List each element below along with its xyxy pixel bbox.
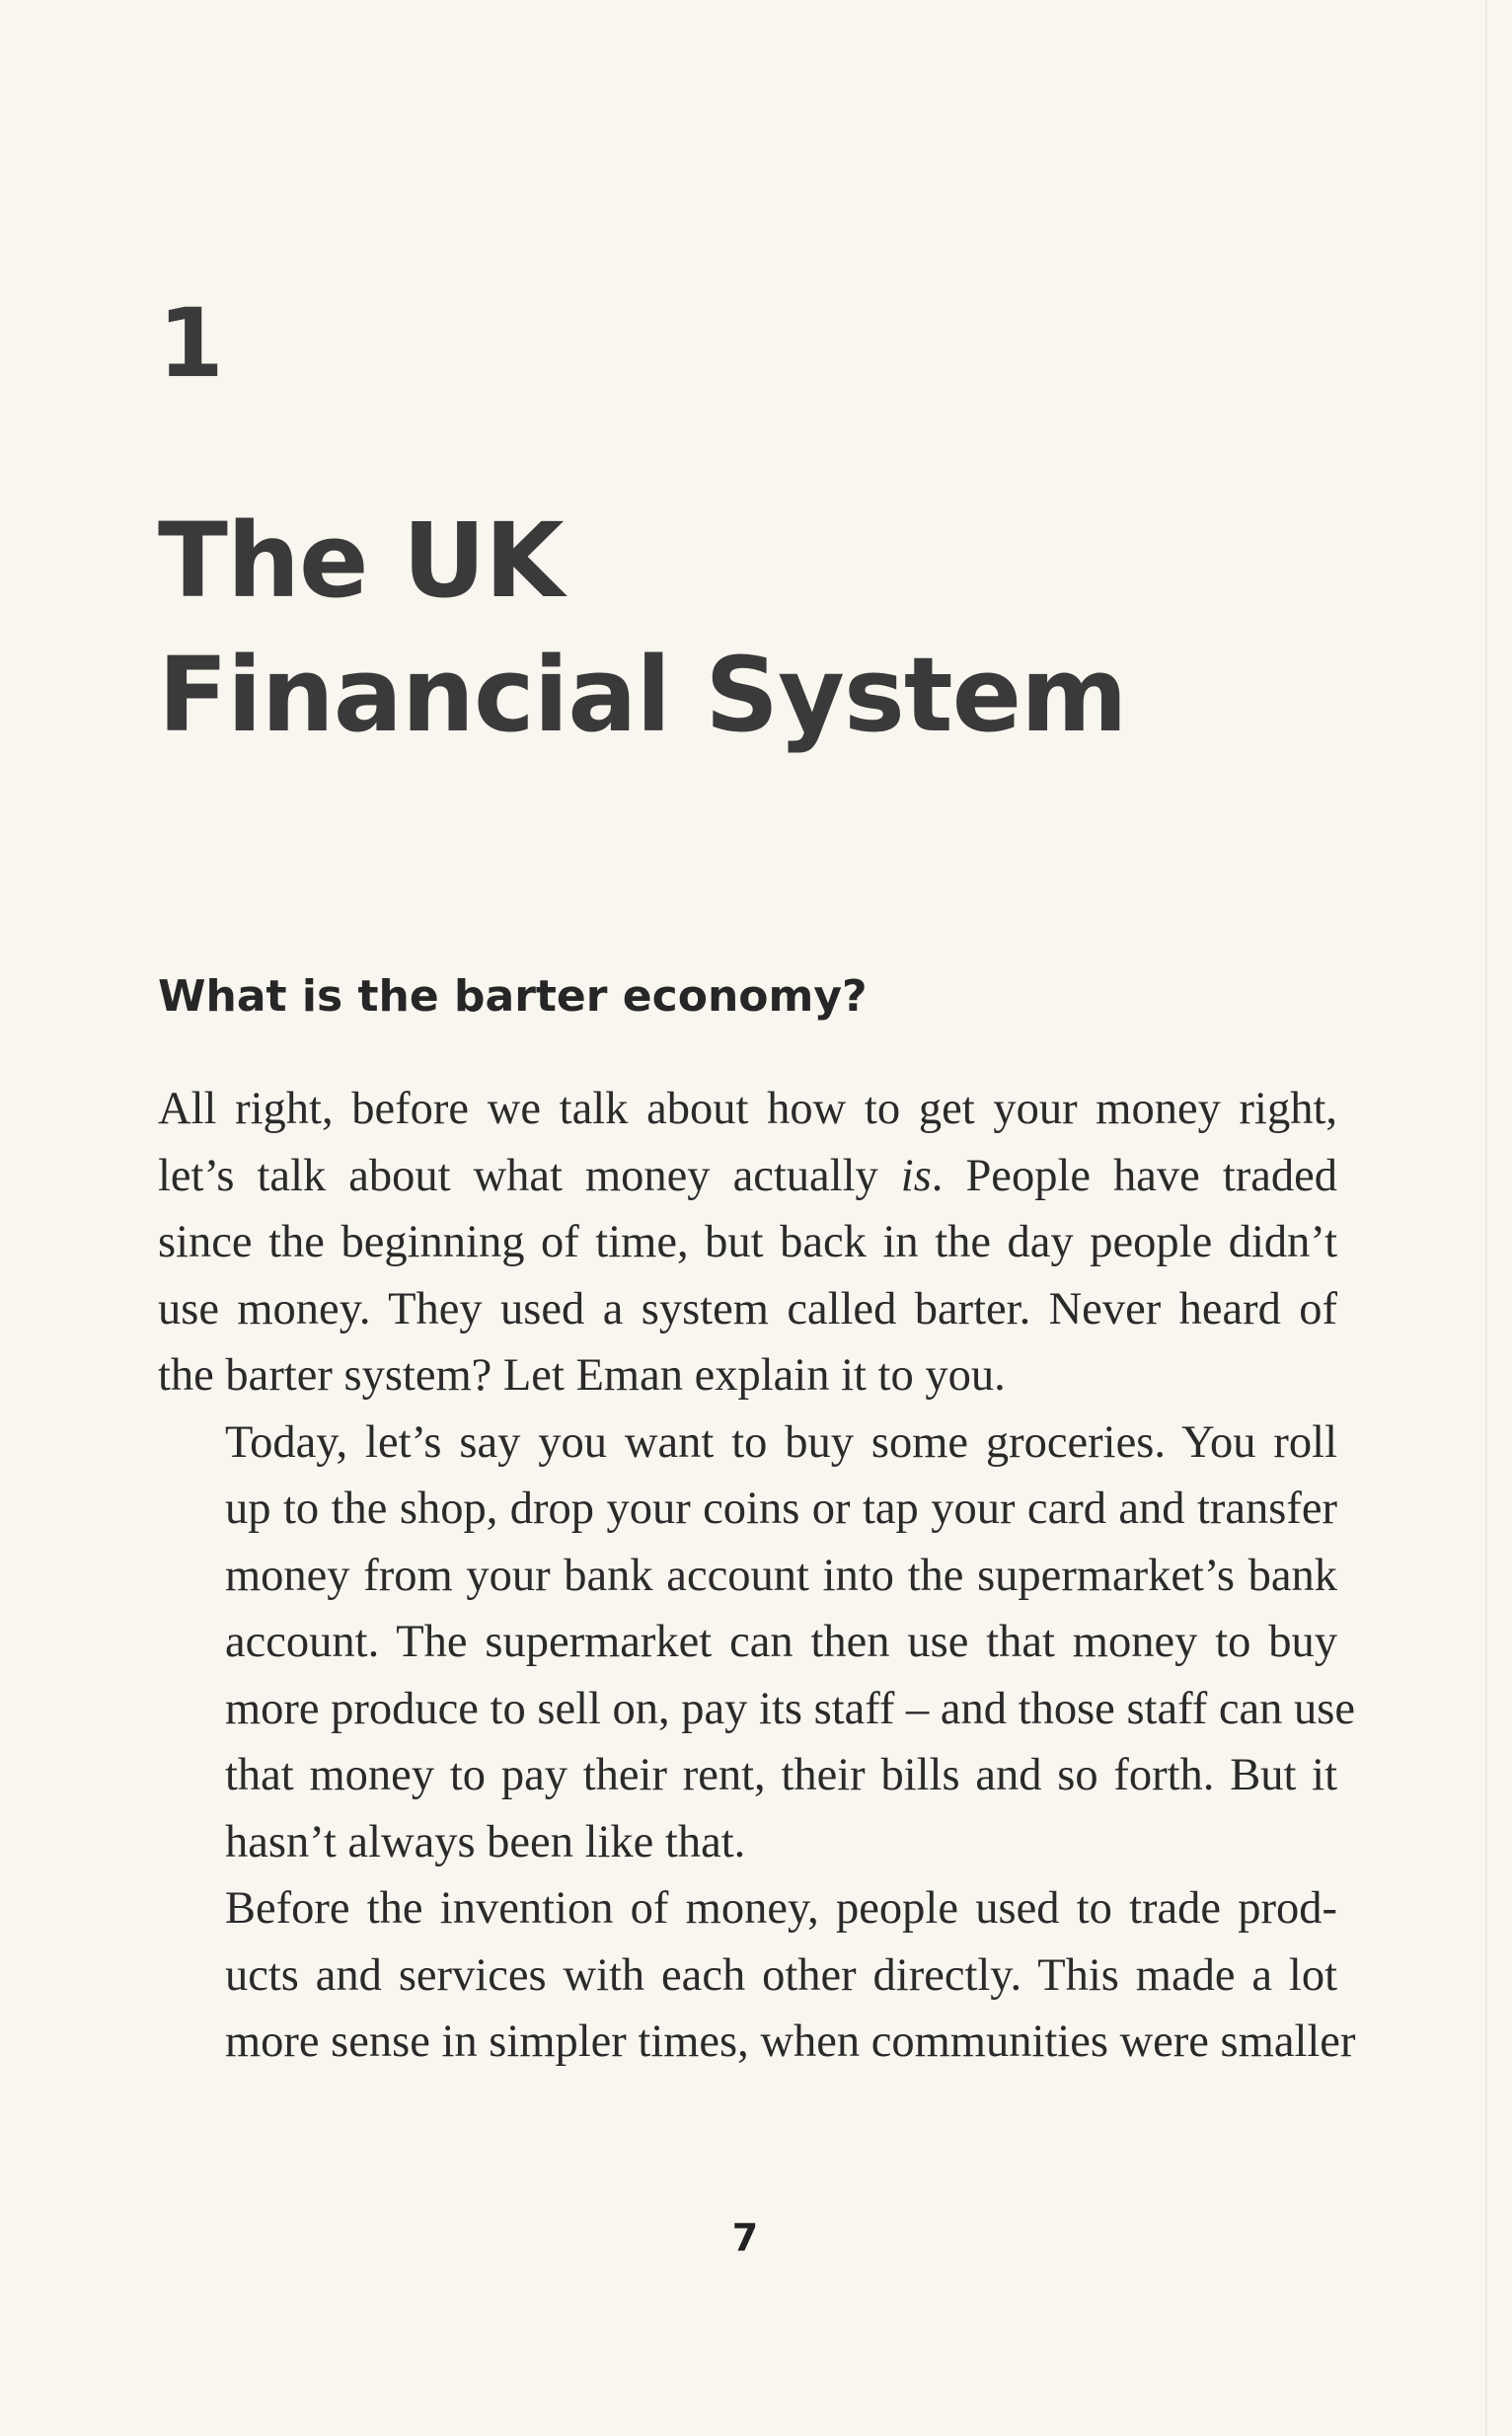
page-number: 7 bbox=[731, 2216, 759, 2259]
chapter-number: 1 bbox=[158, 288, 224, 399]
section-heading: What is the barter economy? bbox=[158, 971, 868, 1022]
paragraph-2 bbox=[158, 1409, 1355, 1876]
body-text bbox=[158, 1076, 1356, 2076]
paragraph-line-with-emphasis bbox=[158, 1143, 1337, 1210]
paragraph-line: since the beginning of time, but back in the day people didn’t bbox=[158, 1217, 1337, 1267]
chapter-title bbox=[158, 494, 1342, 762]
paragraph-1 bbox=[158, 1076, 1337, 1409]
paragraph-line: All right, before we talk about how to get your money right, bbox=[158, 1084, 1337, 1134]
chapter-title-line-1: The UK bbox=[158, 500, 564, 621]
paragraph-line-text: let’s talk about what money actually bbox=[158, 1150, 878, 1201]
paragraph-line: money from your bank account into the supermarket’s bank bbox=[225, 1550, 1337, 1601]
paragraph-line: more produce to sell on, pay its staff – and those staff can use bbox=[225, 1683, 1355, 1734]
paragraph-line: hasn’t always been like that. bbox=[225, 1816, 746, 1867]
paragraph-line: more sense in simpler times, when communities were smaller bbox=[225, 2017, 1356, 2067]
paragraph-line: Before the invention of money, people used to trade prod- bbox=[225, 1883, 1337, 1934]
paragraph-line: that money to pay their rent, their bills and so forth. But it bbox=[225, 1750, 1337, 1800]
paragraph-line: Today, let’s say you want to buy some groceries. You roll bbox=[225, 1416, 1337, 1468]
paragraph-line-text: . People have traded bbox=[931, 1150, 1337, 1201]
paragraph-line: use money. They used a system called barter. Never heard of bbox=[158, 1283, 1337, 1334]
page-gutter bbox=[1485, 0, 1487, 2436]
paragraph-line: up to the shop, drop your coins or tap your card and transfer bbox=[225, 1484, 1337, 1534]
paragraph-3 bbox=[158, 1875, 1356, 2076]
emphasis-word: is bbox=[900, 1150, 932, 1201]
chapter-title-line-2: Financial System bbox=[158, 635, 1127, 755]
paragraph-line: the barter system? Let Eman explain it to you. bbox=[158, 1350, 1006, 1401]
paragraph-line: ucts and services with each other directly. This made a lot bbox=[225, 1949, 1337, 2001]
paragraph-line: account. The supermarket can then use that money to buy bbox=[225, 1617, 1337, 1667]
